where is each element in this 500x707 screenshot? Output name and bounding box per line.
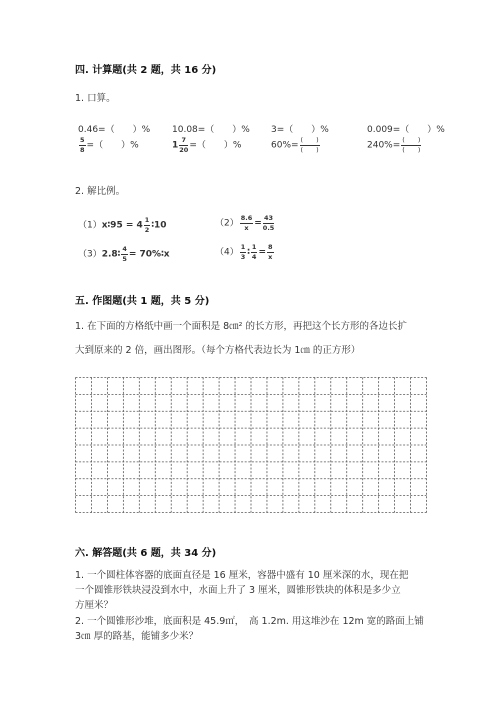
q1-label: 1. 口算。 bbox=[75, 93, 116, 104]
section6-title: 六. 解答题(共 6 题，共 34 分) bbox=[75, 548, 217, 559]
calc-8: 240%= $\frac{( )}{( )}$ bbox=[367, 136, 421, 154]
q2-label: 2. 解比例。 bbox=[75, 186, 126, 197]
proportion-4: （4） $\frac{1}{3}$ ∶ $\frac{1}{4}$ = $\frac{8}{x}$ bbox=[215, 243, 273, 261]
section5-title: 五. 作图题(共 1 题，共 5 分) bbox=[75, 296, 210, 307]
calc-4: 0.009=（ ）% bbox=[367, 125, 445, 135]
problem-1-line1: 1. 一个圆柱体容器的底面直径是 16 厘米，容器中盛有 10 厘米深的水，现在把 bbox=[75, 570, 409, 581]
problem-2-line2: 3㎝ 厚的路基，能铺多少米？ bbox=[75, 631, 199, 642]
calc-7: 60%= $\frac{( )}{( )}$ bbox=[271, 136, 319, 154]
calc-3: 3=（ ）% bbox=[271, 125, 329, 135]
proportion-3: （3）2.8∶ $\frac{4}{5}$ = 70%∶x bbox=[78, 245, 170, 263]
drawing-instruction-line2: 大到原来的 2 倍，画出图形。（每个方格代表边长为 1㎝ 的正方形） bbox=[75, 345, 361, 356]
proportion-1: （1）x∶95 = 4 $\frac{1}{2}$ ∶10 bbox=[78, 216, 167, 234]
calc-1: 0.46=（ ）% bbox=[78, 125, 151, 135]
problem-1-line2: 一个圆锥形铁块浸没到水中，水面上升了 3 厘米，圆锥形铁块的体积是多少立 bbox=[75, 585, 401, 596]
calc-6: 1 $\frac{7}{20}$ =（ ）% bbox=[172, 136, 242, 154]
calc-5: $\frac{5}{8}$ =（ ）% bbox=[80, 136, 139, 154]
calc-2: 10.08=（ ）% bbox=[172, 125, 250, 135]
problem-2-line1: 2. 一个圆锥形沙堆，底面积是 45.9㎡， 高 1.2m. 用这堆沙在 12m 宽的路面上铺 bbox=[75, 616, 424, 627]
section4-title: 四. 计算题(共 2 题，共 16 分) bbox=[75, 65, 217, 76]
grid-paper[interactable] bbox=[75, 377, 427, 513]
drawing-instruction-line1: 1. 在下面的方格纸中画一个面积是 8㎝² 的长方形，再把这个长方形的各边长扩 bbox=[75, 321, 407, 332]
problem-1-line3: 方厘米？ bbox=[75, 600, 114, 611]
proportion-2: （2） $\frac{8.6}{x}$ = $\frac{43}{0.5}$ bbox=[215, 214, 275, 232]
